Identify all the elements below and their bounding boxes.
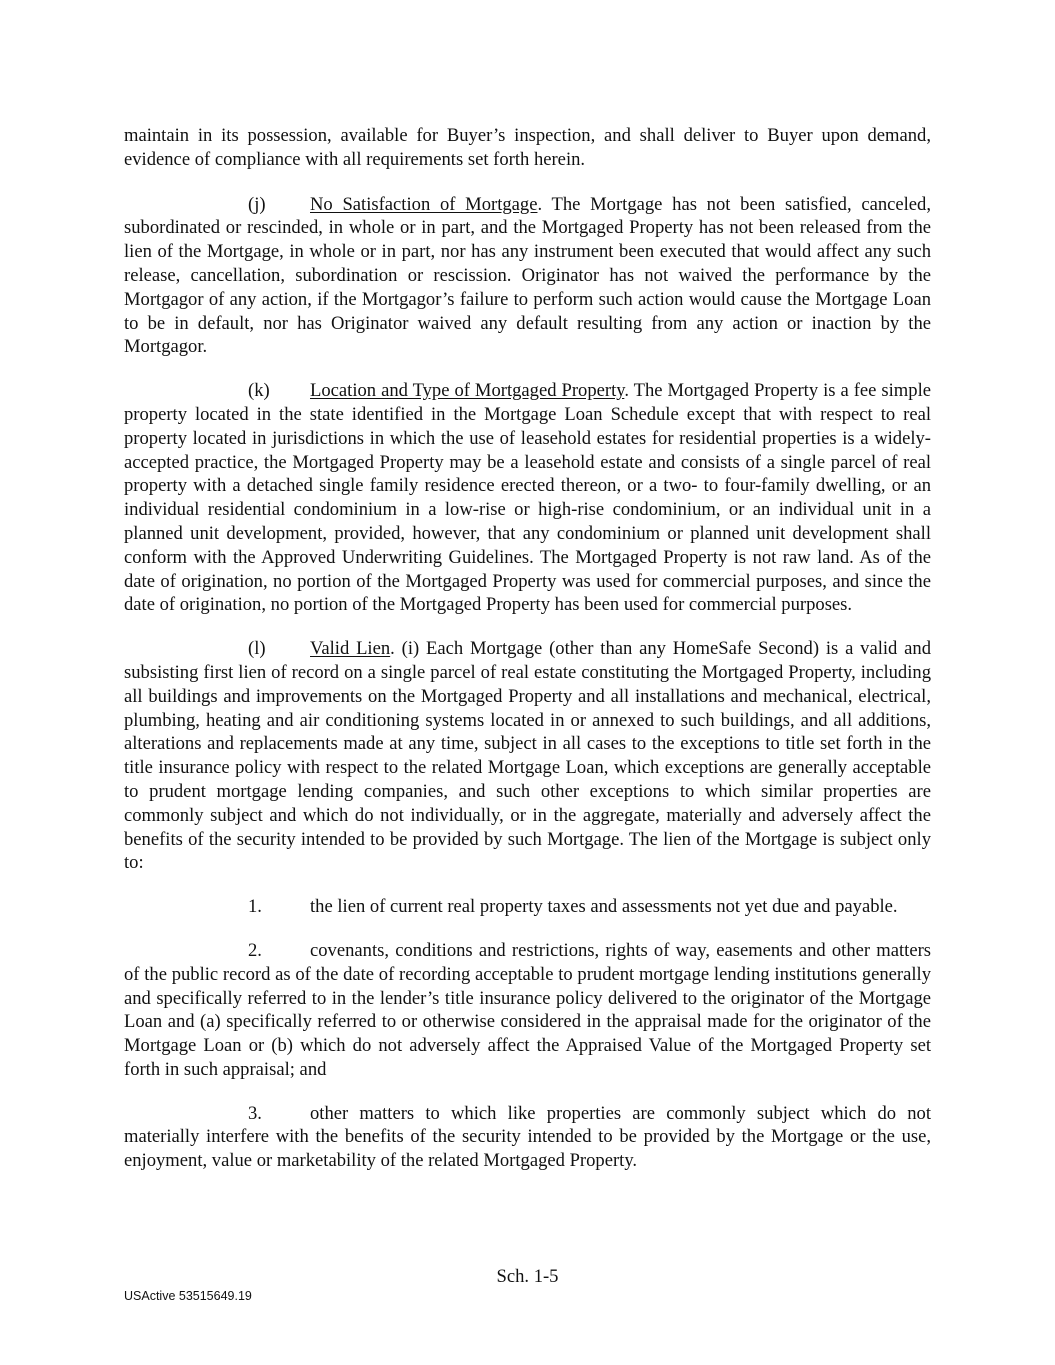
section-heading: Valid Lien (310, 638, 391, 660)
section-body: . The Mortgage has not been satisfied, canceled, subordinated or rescinded, in whole or in part, and the Mortgaged Property has not been released from the lien of the Mortgage, in whole or in part, nor has any instrument been executed that would affect any such release, cancellation, subordination or rescission. Originator has not waived the performance by the Mortgagor of any action, if the Mortgagor’s failure to perform such action would cause the Mortgage Loan to be in default, nor has Originator waived any default resulting from any action or inaction by the Mortgagor. (124, 193, 931, 358)
document-id: USActive 53515649.19 (124, 1289, 252, 1303)
section-body: . (i) Each Mortgage (other than any HomeSafe Second) is a valid and subsisting first lien of record on a single parcel of real estate constituting the Mortgaged Property, including all buildings and improvements on the Mortgaged Property and all installations and mechanical, electrical, plumbing, heating and air conditioning systems located in or annexed to such buildings, and all additions, alterations and replacements made at any time, subject in all cases to the exceptions to title set forth in the title insurance policy with respect to the related Mortgage Loan, which exceptions are generally acceptable to prudent mortgage lending companies, and such other exceptions to which similar properties are commonly subject and which do not individually, or in the aggregate, materially and adversely affect the benefits of the security intended to be provided by such Mortgage. The lien of the Mortgage is subject only to: (124, 638, 931, 874)
section-heading: No Satisfaction of Mortgage (310, 193, 538, 215)
list-item-1 (124, 895, 931, 919)
section-l (124, 637, 931, 875)
section-marker: (k) (248, 380, 270, 402)
list-item-3 (124, 1102, 931, 1173)
item-body: other matters to which like properties are commonly subject which do not materially interfere with the benefits of the security intended to be provided by the Mortgage or the use, enjoyment, value or marketability of the related Mortgaged Property. (124, 1102, 931, 1172)
section-body: . The Mortgaged Property is a fee simple property located in the state identified in the Mortgage Loan Schedule except that with respect to real property located in jurisdictions in which the use of leasehold estates for residential properties is a widely-accepted practice, the Mortgaged Property may be a leasehold estate and consists of a single parcel of real property with a detached single family residence erected thereon, or a two- to four-family dwelling, or an individual residential condominium in a low-rise or high-rise condominium, or an individual unit in a planned unit development, provided, however, that any condominium or planned unit development shall conform with the Approved Underwriting Guidelines. The Mortgaged Property is not raw land. As of the date of origination, no portion of the Mortgaged Property was used for commercial purposes, and since the date of origination, no portion of the Mortgaged Property has been used for commercial purposes. (124, 380, 931, 616)
item-marker: 3. (248, 1102, 262, 1124)
list-item-2 (124, 939, 931, 1082)
section-j (124, 193, 931, 360)
item-body: covenants, conditions and restrictions, rights of way, easements and other matters of the public record as of the date of recording acceptable to prudent mortgage lending institutions generally and specifically referred to in the lender’s title insurance policy delivered to the originator of the Mortgage Loan and (a) specifically referred to or otherwise considered in the appraisal made for the originator of the Mortgage Loan or (b) which do not adversely affect the Appraised Value of the Mortgaged Property set forth in such appraisal; and (124, 939, 931, 1080)
item-body: the lien of current real property taxes and assessments not yet due and payable. (310, 896, 898, 918)
page-number: Sch. 1-5 (496, 1266, 559, 1287)
intro-text: maintain in its possession, available for Buyer’s inspection, and shall deliver to Buyer upon demand, evidence of compliance with all requirements set forth herein. (124, 125, 931, 170)
intro-paragraph (124, 124, 931, 172)
section-k (124, 379, 931, 617)
section-marker: (l) (248, 638, 266, 660)
document-body (124, 124, 931, 1193)
section-heading: Location and Type of Mortgaged Property (310, 380, 625, 402)
item-marker: 1. (248, 896, 262, 918)
item-marker: 2. (248, 939, 262, 961)
section-marker: (j) (248, 193, 266, 215)
